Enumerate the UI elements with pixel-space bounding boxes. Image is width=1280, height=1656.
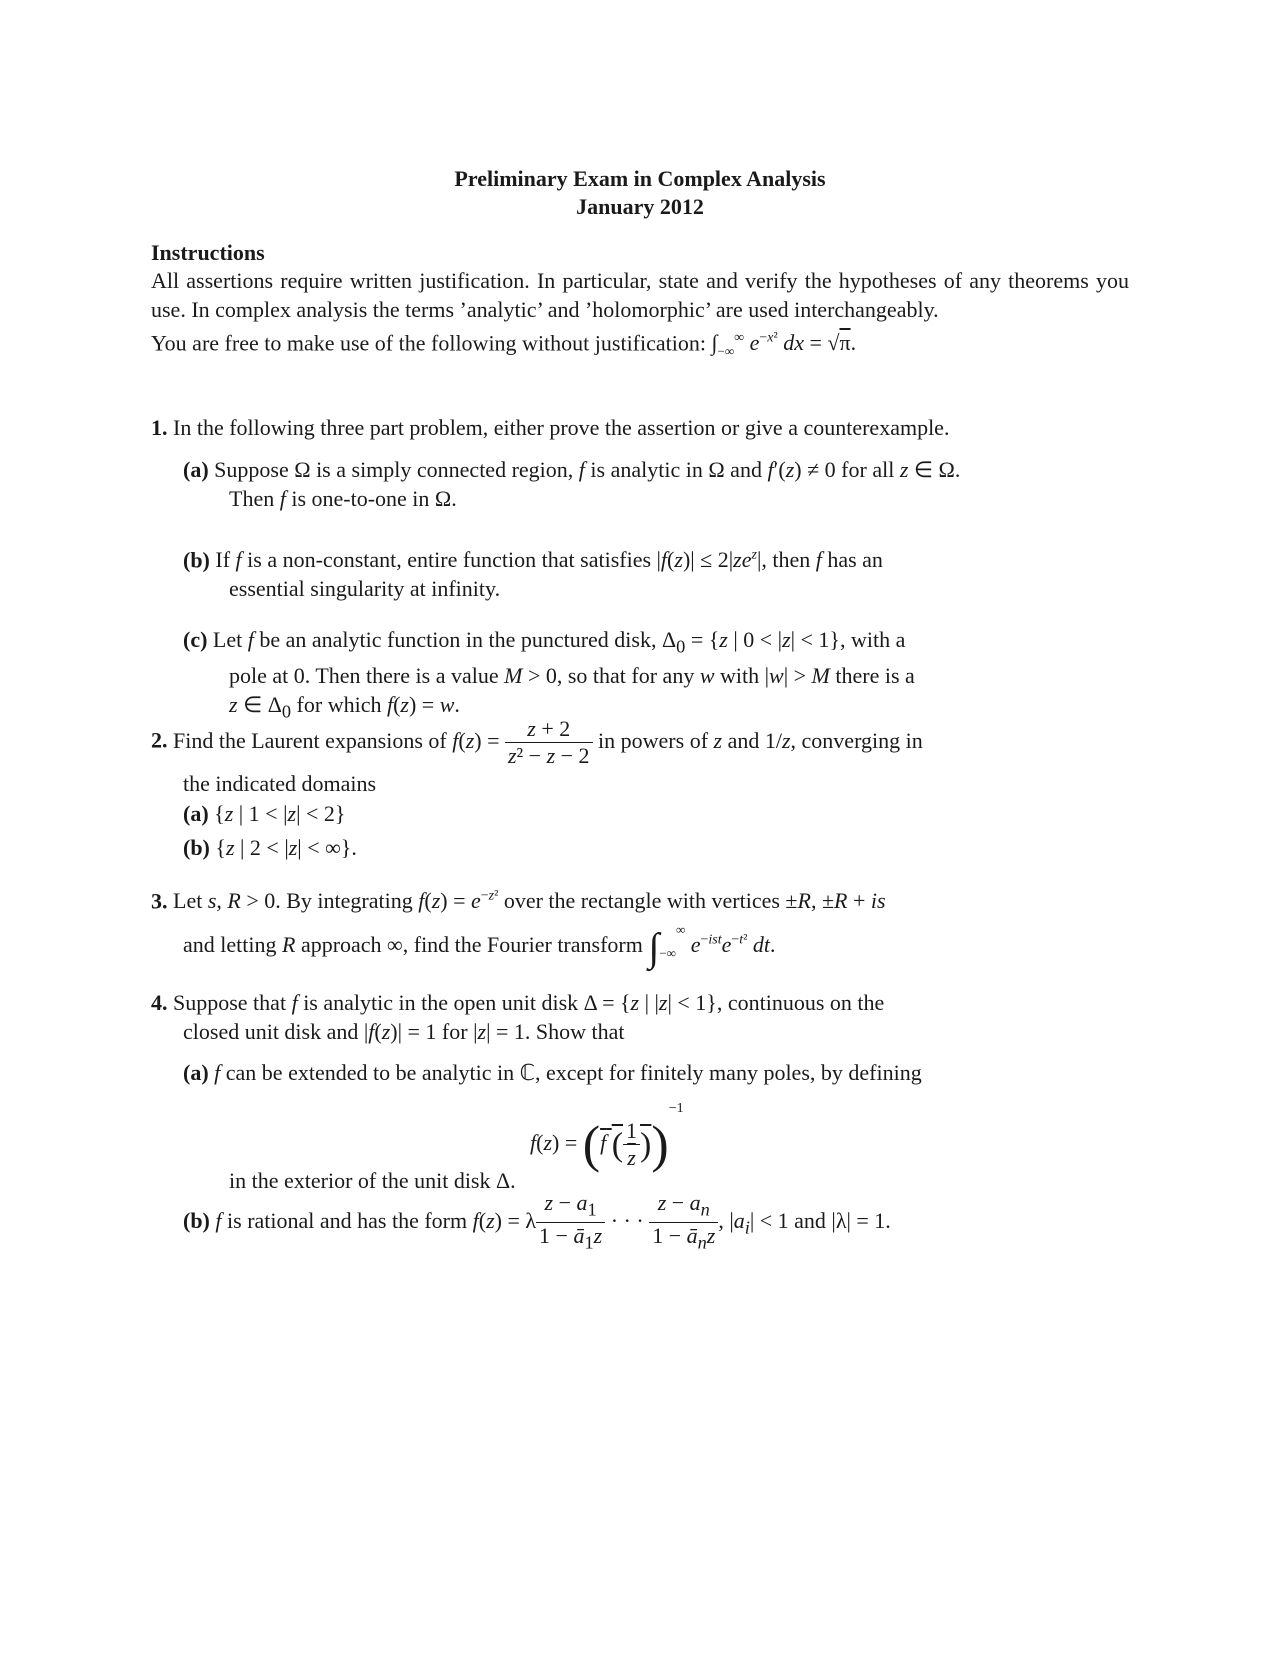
problem-2a-label: (a) <box>183 801 209 826</box>
problem-2-text: Find the Laurent expansions of f(z) = $\frac{z + 2}{\text{z² − z − 2}}$ in powers of z and 1/z, converging in the indicated domains <box>173 716 923 796</box>
problem-2a-text: {z | 1 < |z| < 2} <box>214 801 346 826</box>
problem-4 <box>151 988 1129 1046</box>
problem-3-number: 3. <box>151 888 168 914</box>
problem-1a-label: (a) <box>183 457 209 482</box>
problem-1 <box>151 413 1141 442</box>
problem-1b-text: If f is a non-constant, entire function that satisfies $|f(z)| \le 2|ze^z|$, then f has an essential singularity at infinity. <box>215 547 883 602</box>
problem-4b-label: (b) <box>183 1207 210 1233</box>
problem-2 <box>151 716 1141 798</box>
problem-4a <box>183 1058 1133 1087</box>
exam-title: Preliminary Exam in Complex Analysis <box>454 166 826 191</box>
laurent-fraction: $\frac{z + 2}{\text{z² − z − 2}}$ <box>505 716 593 769</box>
problem-1c-text: Let f be an analytic function in the punctured disk, $\Delta_0 = \{z$ | 0 < |z| < 1}, with a pole at 0. Then there is a value M > 0, so that for any w with |w| > M there is a z ∈ $\Delta_0$ for which f(z) = w. <box>212 627 915 722</box>
problem-4a-continued: in the exterior of the unit disk Δ. <box>229 1168 516 1193</box>
problem-2-number: 2. <box>151 727 168 753</box>
problem-4b-text: f is rational and has the form f(z) = λ $\frac{z - a_1}{1 - ā_1z}$ · · · $\frac{z - a_n}{1 - ā_nz}$ , $|a_i| < 1$ and |λ| = 1. <box>215 1190 891 1253</box>
problem-1a-text: Suppose Ω is a simply connected region, f is analytic in Ω and f′(z) ≠ 0 for all z ∈ Ω. Then f is one-to-one in Ω. <box>214 457 961 511</box>
problem-1a <box>183 455 1133 513</box>
problem-3 <box>151 882 1141 968</box>
instructions-line2: You are free to make use of the following without justification: <box>151 330 706 356</box>
problem-1c-label: (c) <box>183 627 208 652</box>
problem-4-text: Suppose that f is analytic in the open unit disk Δ = {z | |z| < 1}, continuous on the closed unit disk and |f(z)| = 1 for |z| = 1. Show that <box>173 990 885 1044</box>
problem-4-number: 4. <box>151 990 168 1015</box>
reflection-formula: f(z) = (f ( $\frac{1}{z}$ ))$^{-1}$ <box>530 1101 684 1174</box>
problem-2b-label: (b) <box>183 835 210 860</box>
problem-2b <box>183 833 357 862</box>
gaussian-integral: $\int_{-\infty}^\infty$ $e^{-x^2}$ dx = √π. <box>711 330 857 359</box>
problem-1c <box>183 625 1133 727</box>
problem-4a-text: f can be extended to be analytic in ℂ, except for finitely many poles, by defining <box>214 1060 922 1085</box>
instructions-heading: Instructions <box>151 240 265 265</box>
exam-date: January 2012 <box>576 194 704 219</box>
problem-2b-text: {z | 2 < |z| < ∞}. <box>215 835 357 860</box>
problem-2a <box>183 799 345 828</box>
problem-1-text: In the following three part problem, either prove the assertion or give a counterexample. <box>173 415 950 440</box>
problem-3-text: Let s, R > 0. By integrating $f(z) = e^{-z^2}$ over the rectangle with vertices ±R, ±R + is and letting R approach ∞, find the Fourier transform $\int_{-\infty}^\infty$ $e^{-ist}e^{-t^2}$ dt. <box>173 888 886 970</box>
problem-4a-label: (a) <box>183 1060 209 1085</box>
instructions-line1: All assertions require written justification. In particular, state and verify the hypotheses of any theorems you use. In complex analysis the terms ’analytic’ and ’holomorphic’ are used interchangeably. <box>151 268 1129 322</box>
problem-1b <box>183 541 1133 603</box>
problem-4b <box>183 1190 1133 1256</box>
instructions-text <box>151 266 1129 366</box>
problem-1b-label: (b) <box>183 547 210 573</box>
problem-1-number: 1. <box>151 415 168 440</box>
